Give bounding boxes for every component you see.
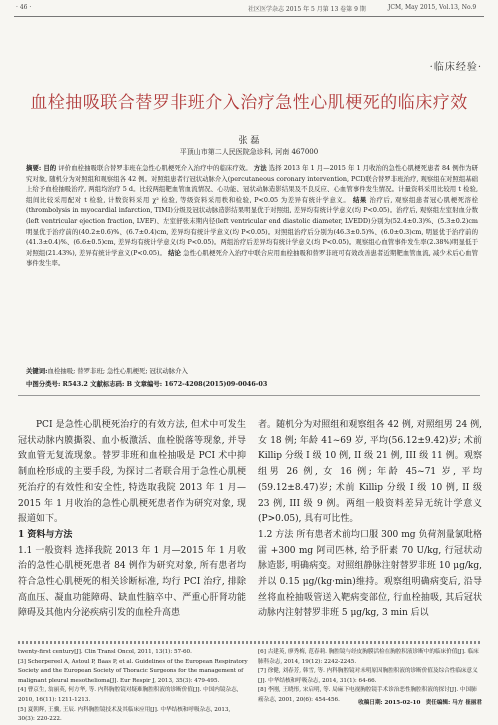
body-left-column — [18, 418, 246, 622]
reference-item: [5] 夏朝辉, 王骥, 王辰. 内科胸腔镜技术及其临床应用[J]. 中华结核和呼吸杂志, 2013, 30(3): 220-222. — [18, 706, 231, 723]
page-number: · 46 · — [16, 4, 32, 11]
objective-text: 评价血栓抽吸联合替罗非班在急性心肌梗死介入治疗中的临床疗效。 — [58, 164, 252, 172]
reference-item: [4] 曹京生, 翁丽英, 何方华, 等. 内科胸腔镜对疑难胸腔积液的诊断价值[J]. 中国内镜杂志, 2010, 16(11): 1211-1213. — [18, 687, 239, 703]
affiliation: 平顶山市第二人民医院急诊科, 河南 467000 — [179, 148, 319, 156]
abstract-divider — [18, 395, 480, 396]
objective-label: 目的 — [43, 164, 57, 172]
grouping-paragraph: 者。随机分为对照组和观察组各 42 例, 对照组男 24 例, 女 18 例; 年龄 41~69 岁, 平均(56.12±9.42)岁; 术前 Killip 分级 I 级 10 例, II 级 21 例, III 级 11 例。观察组男 26 例, 女 16 例; 年龄 45~71 岁, 平均(59.12±8.47)岁; 术前 Killip 分级 I 级 10 例, II 级 23 例, III 级 9 例。两组一般资料差异无统计学意义(P>0.05), 具有可比性。 — [258, 420, 482, 525]
methods-label: 方法 — [253, 164, 267, 172]
received-date: 收稿日期: 2015-02-10 — [358, 700, 421, 706]
classification-text: 中图分类号: R543.2 文献标志码: B 文章编号: 1672-4208(2015)09-0046-03 — [26, 380, 268, 388]
body-right-column — [258, 418, 482, 622]
subheading-general-data: 1.1 一般资料 — [18, 545, 73, 556]
results-label: 结果 — [352, 195, 367, 204]
journal-header-cn: 社区医学杂志 2015 年 5 月第 13 卷第 9 期 — [248, 6, 366, 13]
results-text: 治疗后, 观察组患者冠心肌梗死溶栓(thrombolysis in myocardial infarction, TIMI)分级及冠状动脉造影结果明显优于对照组, 差异均有统计学意义(均 P<0.05)。治疗后, 观察组左室射血分数(left ventricular ejection fraction, LVEF)、左室舒张末期内径(left ventricular end diastolic diameter, LVEDD)分别为(52.4±0.3)%、(5.3±0.2)cm 明显优于治疗前的(40.2±0.6)%、(6.7±0.4)cm, 差异均有统计学意义(均 P<0.05)。对照组治疗后分别为(46.3±0.5)%、(6.0±0.3)cm, 明显优于治疗前的(41.3±0.4)%、(6.6±0.5)cm, 差异均有统计学意义(均 P<0.05)。两组治疗后差异均有统计学意义(均 P<0.05)。观察组心血管事件发生率(2.38%)明显低于对照组(21.43%), 差异有统计学意义(P<0.05)。 — [26, 195, 479, 257]
conclusion-label: 结论 — [168, 248, 182, 257]
article-footer — [358, 698, 482, 706]
methods-paragraph — [258, 528, 482, 622]
abstract-label: 摘要: — [26, 164, 42, 172]
references-divider — [18, 641, 480, 644]
general-data-text: 选择我院 2013 年 1 月—2015 年 1 月收治的急性心肌梗死患者 84 例作为研究对象, 所有患者均符合急性心肌梗死的相关诊断标准, 均行 PCI 治疗, 排除高血压、凝血功能障碍、缺血性脑卒中、严重心肝肾功能障碍及其他内分泌疾病引发的血栓升高患 — [18, 545, 246, 619]
reference-item: [3] Scherpereel A, Astoul P, Baas P, et al. Guidelines of the European Respiratory Society and the European Society of Thoracic Surgeons for the management of malignant pleural mesothelioma[J]. Eur Respir J, 2013, 35(3): 479-495. — [18, 658, 248, 684]
keywords-label: 关键词: — [26, 367, 48, 375]
journal-header-en: JCM, May 2015, Vol.13, No.9 — [388, 4, 477, 11]
conclusion-text: 急性心肌梗死介入治疗中联合应用血栓抽吸和替罗非班可有效改善患者近期靶血管血流, 减少术后心血管事件发生率。 — [26, 248, 478, 268]
reference-item: [6] 古建英, 廖秀梅, 范春莉. 胸腔镜与经皮胸膜活检在胸腔积液诊断中的临床价值[J]. 临床肺科杂志, 2014, 19(12): 2242-2245. — [258, 649, 479, 665]
classification — [26, 379, 267, 388]
intro-paragraph: PCI 是急性心肌梗死治疗的有效方法, 但术中可发生冠状动脉内膜撕裂、血小板激活、血栓脱落等现象, 并导致血管无复流现象。替罗非班和血栓抽吸是 PCI 术中抑制血栓形成的主要手段, 为探讨二者联合用于急性心肌梗死治疗的有效性和安全性, 特选取我院 2013 年 1 月—2015 年 1 月收治的急性心肌梗死患者作为研究对象, 现报道如下。 — [18, 420, 246, 525]
general-data-paragraph — [18, 544, 246, 623]
reference-item: twenty-first century[J]. Clin Transl Oncol, 2011, 13(1): 57-60. — [18, 649, 192, 655]
keywords-text: 血栓抽吸; 替罗非班; 急性心肌梗死; 冠状动脉介入 — [47, 367, 188, 375]
responsible-editor: 责任编辑: 马方 崔丽君 — [425, 700, 482, 706]
abstract — [26, 163, 478, 269]
keywords — [26, 366, 188, 375]
methods-body: 所有患者术前均口服 300 mg 负荷剂量氯吡格雷 +300 mg 阿司匹林, 给予肝素 70 U/kg, 行冠状动脉造影, 明确病变。对照组静脉注射替罗非班 10 μg/kg, 并以 0.15 μg/(kg·min)维持。观察组明确病变后, 沿导丝将血栓抽吸管送入靶病变部位, 行血栓抽吸, 其后冠状动脉内注射替罗非班 5 μg/kg, 3 min 后以 — [258, 529, 482, 619]
section-heading-materials: 1 资料与方法 — [18, 529, 73, 540]
subheading-methods: 1.2 方法 — [258, 529, 294, 540]
author: 张 磊 — [238, 136, 260, 146]
reference-item: [7] 徐健, 刘春芳, 韩雪, 等. 内科胸腔镜对未明原因胸腔积液的诊断价值及综合性临床意义[J]. 中华结核和呼吸杂志, 2014, 31(1): 64-66. — [258, 668, 478, 684]
reference-item: [8] 李刚, 王晓彤, 宋启明, 等. 局麻下电视胸腔镜手术诊治恶性胸腔积液的探讨[J]. 中国肺癌杂志, 2001, 20(6): 454-456. — [258, 687, 477, 703]
methods-text: 选择 2013 年 1 月—2015 年 1 月收治的急性心肌梗死患者 84 例作为研究对象, 随机分为对照组和观察组各 42 例。对照组患者行冠状动脉介入(percutaneous coronary intervention, PCI)联合替罗非班治疗, 观察组在对照组基础上给予血栓抽吸治疗, 两组均治疗 5 d。比较两组靶血管血流情况、心功能、冠状动脉造影结果及不良反应、心血管事件发生情况。计量资料采用比较用 t 检验, 组间比较采用配对 t 检验, 计数资料采用 χ² 检验, 等级资料采用秩和检验, P<0.05 为差异有统计学意义。 — [26, 164, 478, 204]
article-title: 血栓抽吸联合替罗非班介入治疗急性心肌梗死的临床疗效 — [30, 93, 468, 113]
header-rule — [14, 16, 484, 17]
references-right — [258, 648, 482, 706]
section-label: ·临床经验· — [429, 62, 482, 73]
references-left — [18, 648, 248, 725]
